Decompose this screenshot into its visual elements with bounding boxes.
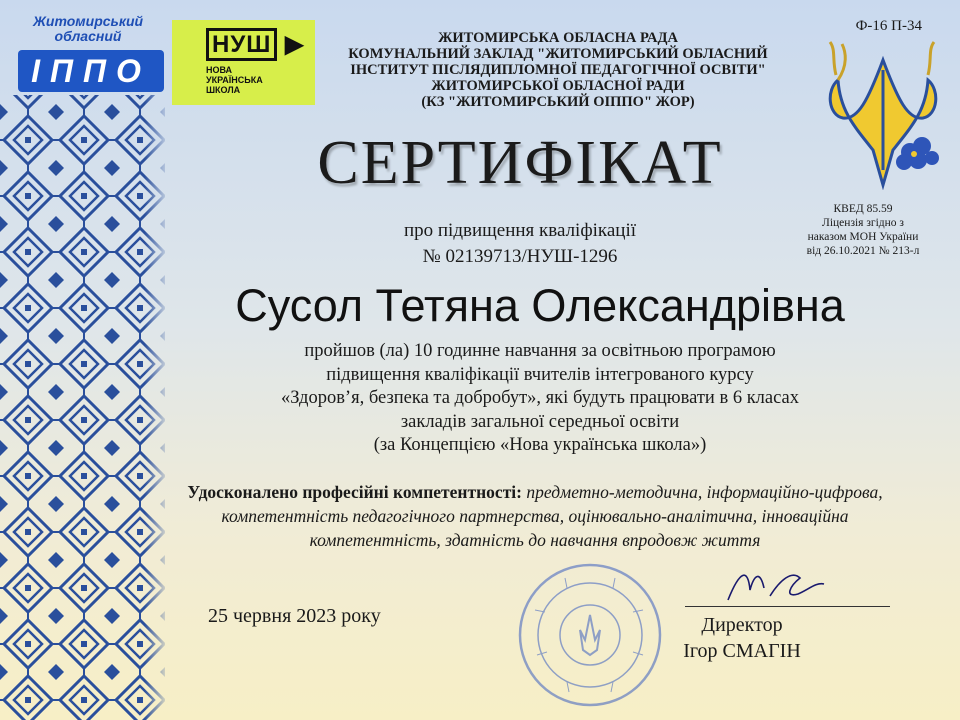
competencies-value: предметно-методична, інформаційно-цифрова, компетентність педагогічного партнерства, оцінювально-аналітична, інноваційна компетентність, здатність до навчання впродовж життя	[221, 482, 883, 550]
competencies-label: Удосконалено професійні компетентності:	[187, 482, 522, 502]
kved-line: від 26.10.2021 № 213-л	[806, 245, 920, 257]
kved-line: наказом МОН України	[807, 231, 919, 243]
description-line: закладів загальної середньої освіти	[400, 411, 680, 432]
description-line: пройшов (ла) 10 годинне навчання за освітньою програмою	[304, 341, 776, 361]
director-name: Ігор СМАГІН	[683, 640, 801, 662]
issue-date: 25 червня 2023 року	[208, 605, 381, 627]
director-block	[662, 612, 822, 664]
trident-emblem-icon	[818, 40, 948, 190]
org-line: ЖИТОМИРСЬКА ОБЛАСНА РАДА	[438, 30, 678, 46]
nush-logo-subtitle: НОВА УКРАЇНСЬКА ШКОЛА	[206, 65, 263, 95]
form-code: Ф-16 П-34	[855, 18, 922, 34]
certificate-number: № 02139713/НУШ-1296	[422, 246, 618, 267]
org-line: ЖИТОМИРСЬКОЇ ОБЛАСНОЇ РАДИ	[431, 78, 685, 94]
nush-logo-mark: НУШ	[206, 28, 277, 61]
course-description	[180, 340, 900, 458]
kved-line: КВЕД 85.59	[833, 203, 893, 215]
signature-line	[685, 606, 890, 607]
license-info	[784, 202, 942, 258]
description-line: підвищення кваліфікації вчителів інтегрованого курсу	[326, 364, 754, 385]
ippo-logo	[12, 14, 164, 92]
director-title: Директор	[701, 614, 783, 636]
description-line: (за Концепцією «Нова українська школа»)	[373, 435, 707, 455]
org-line: КОМУНАЛЬНИЙ ЗАКЛАД "ЖИТОМИРСЬКИЙ ОБЛАСНИЙ	[348, 46, 768, 62]
signature-icon	[720, 560, 830, 610]
official-stamp-icon	[515, 560, 665, 710]
org-line: (КЗ "ЖИТОМИРСЬКИЙ ОІППО" ЖОР)	[421, 94, 695, 110]
organization-header	[318, 30, 798, 110]
competencies	[170, 480, 900, 552]
certificate-title: СЕРТИФІКАТ	[317, 129, 723, 197]
embroidery-ornament	[0, 0, 170, 720]
description-line: «Здоров’я, безпека та добробут», які будуть працювати в 6 класах	[280, 388, 800, 408]
recipient-name: Сусол Тетяна Олександрівна	[235, 280, 845, 331]
org-line: ІНСТИТУТ ПІСЛЯДИПЛОМНОЇ ПЕДАГОГІЧНОЇ ОСВІТИ"	[350, 62, 766, 78]
subtitle-purpose: про підвищення кваліфікації	[403, 220, 637, 241]
ippo-logo-badge: ІППО	[18, 50, 164, 92]
ippo-logo-title: Житомирський обласний	[32, 13, 144, 44]
nush-logo: НУШ ▶ НОВА УКРАЇНСЬКА ШКОЛА	[172, 20, 315, 105]
kved-line: Ліцензія згідно з	[822, 217, 904, 229]
certificate-subtitle	[330, 218, 710, 270]
